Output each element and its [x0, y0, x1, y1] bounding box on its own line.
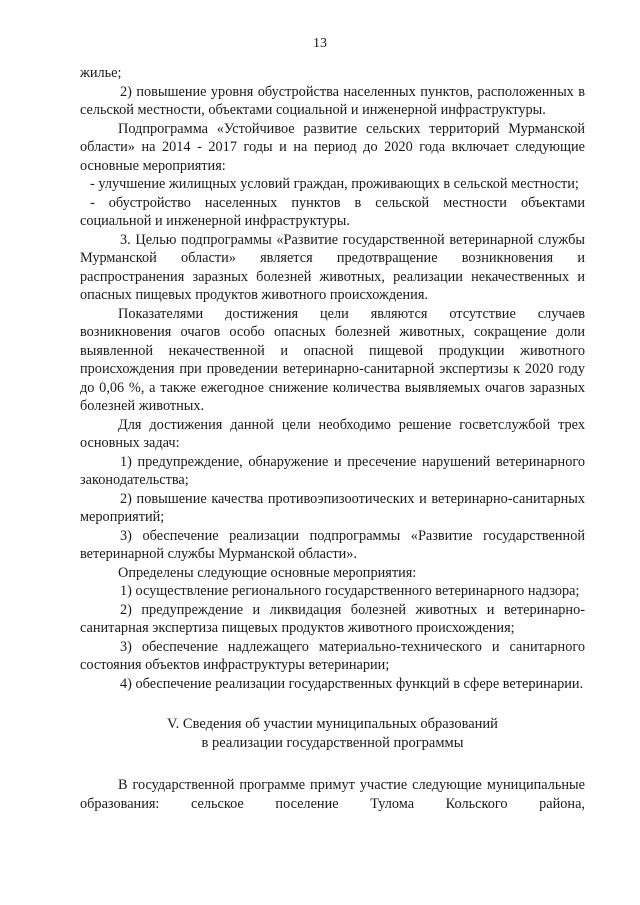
paragraph: Определены следующие основные мероприятия:	[118, 564, 417, 581]
list-item: 3) обеспечение реализации подпрограммы «Развитие государственной ветеринарной службы Мурманской области».	[80, 527, 585, 562]
document-body	[80, 64, 585, 813]
paragraph: Показателями достижения цели являются отсутствие случаев возникновения очагов особо опасных болезней животных, сокращение доли выявленной некачественной и опасной пищевой продукции животного происхождения при проведении ветеринарно-санитарной экспертизы к 2020 году до 0,06 %, а также ежегодное снижение количества выявляемых очагов заразных болезней животных.	[80, 305, 585, 414]
list-item: 4) обеспечение реализации государственных функций в сфере ветеринарии.	[120, 675, 584, 692]
list-item: 2) повышение уровня обустройства населенных пунктов, расположенных в сельской местности, объектами социальной и инженерной инфраструктуры.	[80, 83, 585, 118]
section-heading-line: в реализации государственной программы	[201, 735, 464, 751]
section-heading	[80, 715, 585, 753]
section-heading-line: V. Сведения об участии муниципальных образований	[167, 716, 498, 732]
list-item: 3) обеспечение надлежащего материально-технического и санитарного состояния объектов инфраструктуры ветеринарии;	[80, 638, 585, 673]
paragraph: В государственной программе примут участие следующие муниципальные образования: сельское поселение Тулома Кольского района,	[80, 777, 585, 812]
list-item: 1) предупреждение, обнаружение и пресечение нарушений ветеринарного законодательства;	[80, 453, 585, 488]
paragraph: 3. Целью подпрограммы «Развитие государственной ветеринарной службы Мурманской области» является предотвращение возникновения и распространения заразных болезней животных, реализации некачественных и опасных пищевых продуктов животного происхождения.	[80, 231, 585, 303]
page-number: 13	[313, 36, 327, 51]
paragraph: Для достижения данной цели необходимо решение госветслужбой трех основных задач:	[80, 416, 585, 451]
list-item: - обустройство населенных пунктов в сельской местности объектами социальной и инженерной инфраструктуры.	[80, 194, 585, 229]
paragraph: жилье;	[80, 65, 122, 81]
paragraph: Подпрограмма «Устойчивое развитие сельских территорий Мурманской области» на 2014 - 2017 годы и на период до 2020 года включает следующие основные мероприятия:	[80, 120, 585, 174]
list-item: - улучшение жилищных условий граждан, проживающих в сельской местности;	[90, 176, 579, 192]
list-item: 2) предупреждение и ликвидация болезней животных и ветеринарно-санитарная экспертиза пищевых продуктов животного происхождения;	[80, 601, 585, 636]
list-item: 2) повышение качества противоэпизоотических и ветеринарно-санитарных мероприятий;	[80, 490, 585, 525]
list-item: 1) осуществление регионального государственного ветеринарного надзора;	[120, 583, 580, 599]
